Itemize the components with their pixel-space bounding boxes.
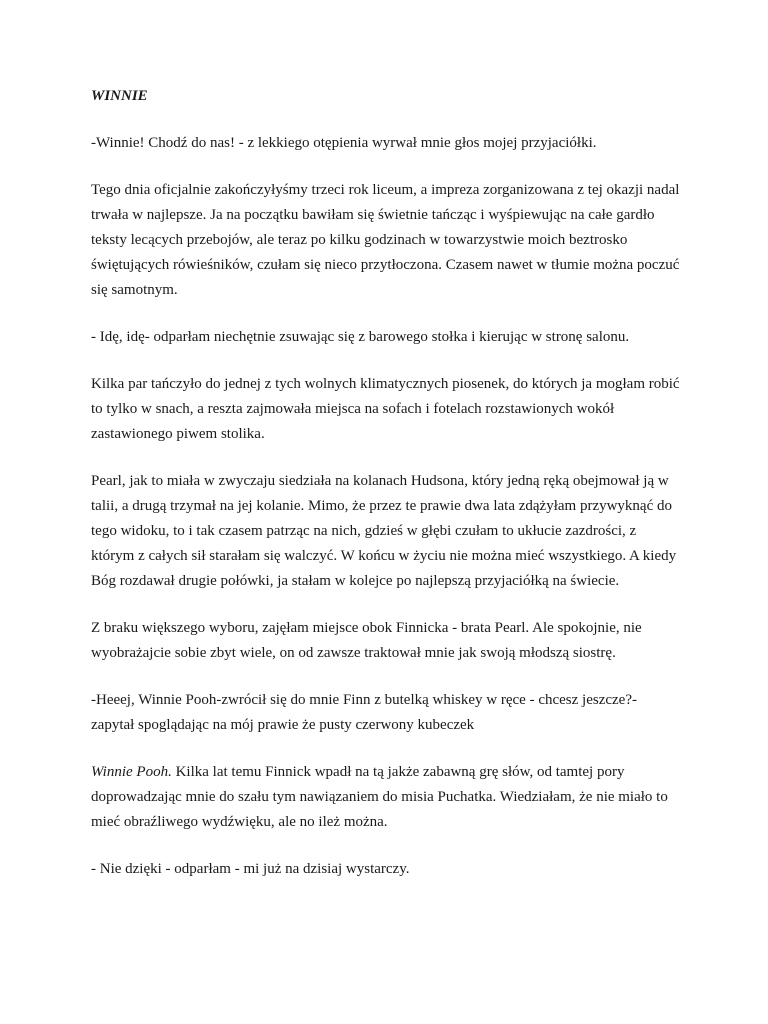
paragraph-7: -Heeej, Winnie Pooh-zwrócił się do mnie Finn z butelką whiskey w ręce - chcesz jeszcze?- zapytał spoglądając na mój prawie że pusty czerwony kubeczek: [91, 692, 637, 733]
paragraph-1: -Winnie! Chodź do nas! - z lekkiego otępienia wyrwał mnie głos mojej przyjaciółki.: [91, 135, 597, 151]
italic-nickname: Winnie Pooh.: [91, 764, 172, 780]
paragraph-2: Tego dnia oficjalnie zakończyłyśmy trzeci rok liceum, a impreza zorganizowana z tej okazji nadal trwała w najlepsze. Ja na początku bawiłam się świetnie tańcząc i wyśpiewując na całe gardło teksty lecących przebojów, ale teraz po kilku godzinach w towarzystwie moich beztrosko świętujących rówieśników, czułam się nieco przytłoczona. Czasem nawet w tłumie można poczuć się samotnym.: [91, 182, 680, 298]
document-body: [91, 84, 681, 904]
paragraph-4: Kilka par tańczyło do jednej z tych wolnych klimatycznych piosenek, do których ja mogłam robić to tylko w snach, a reszta zajmowała miejsca na sofach i fotelach rozstawionych wokół zastawionego piwem stolika.: [91, 376, 680, 442]
paragraph-8-text: Kilka lat temu Finnick wpadł na tą jakże zabawną grę słów, od tamtej pory doprowadzając mnie do szału tym nawiązaniem do misia Puchatka. Wiedziałam, że nie miało to mieć obraźliwego wydźwięku, ale no ileż można.: [91, 764, 668, 830]
paragraph-3: - Idę, idę- odparłam niechętnie zsuwając się z barowego stołka i kierując w stronę salonu.: [91, 329, 630, 345]
paragraph-6: Z braku większego wyboru, zajęłam miejsce obok Finnicka - brata Pearl. Ale spokojnie, nie wyobrażajcie sobie zbyt wiele, on od zawsze traktował mnie jak swoją młodszą siostrę.: [91, 620, 642, 661]
chapter-title: WINNIE: [91, 88, 148, 104]
paragraph-5: Pearl, jak to miała w zwyczaju siedziała na kolanach Hudsona, który jedną ręką obejmował ją w talii, a drugą trzymał na jej kolanie. Mimo, że przez te prawie dwa lata zdążyłam przywyknąć do tego widoku, to i tak czasem patrząc na nich, gdzieś w głębi czułam to ukłucie zazdrości, z którym z całych sił starałam się walczyć. W końcu w życiu nie można mieć wszystkiego. A kiedy Bóg rozdawał drugie połówki, ja stałam w kolejce po najlepszą przyjaciółką na świecie.: [91, 473, 677, 589]
paragraph-8: [91, 760, 681, 835]
paragraph-9: - Nie dzięki - odparłam - mi już na dzisiaj wystarczy.: [91, 861, 410, 877]
